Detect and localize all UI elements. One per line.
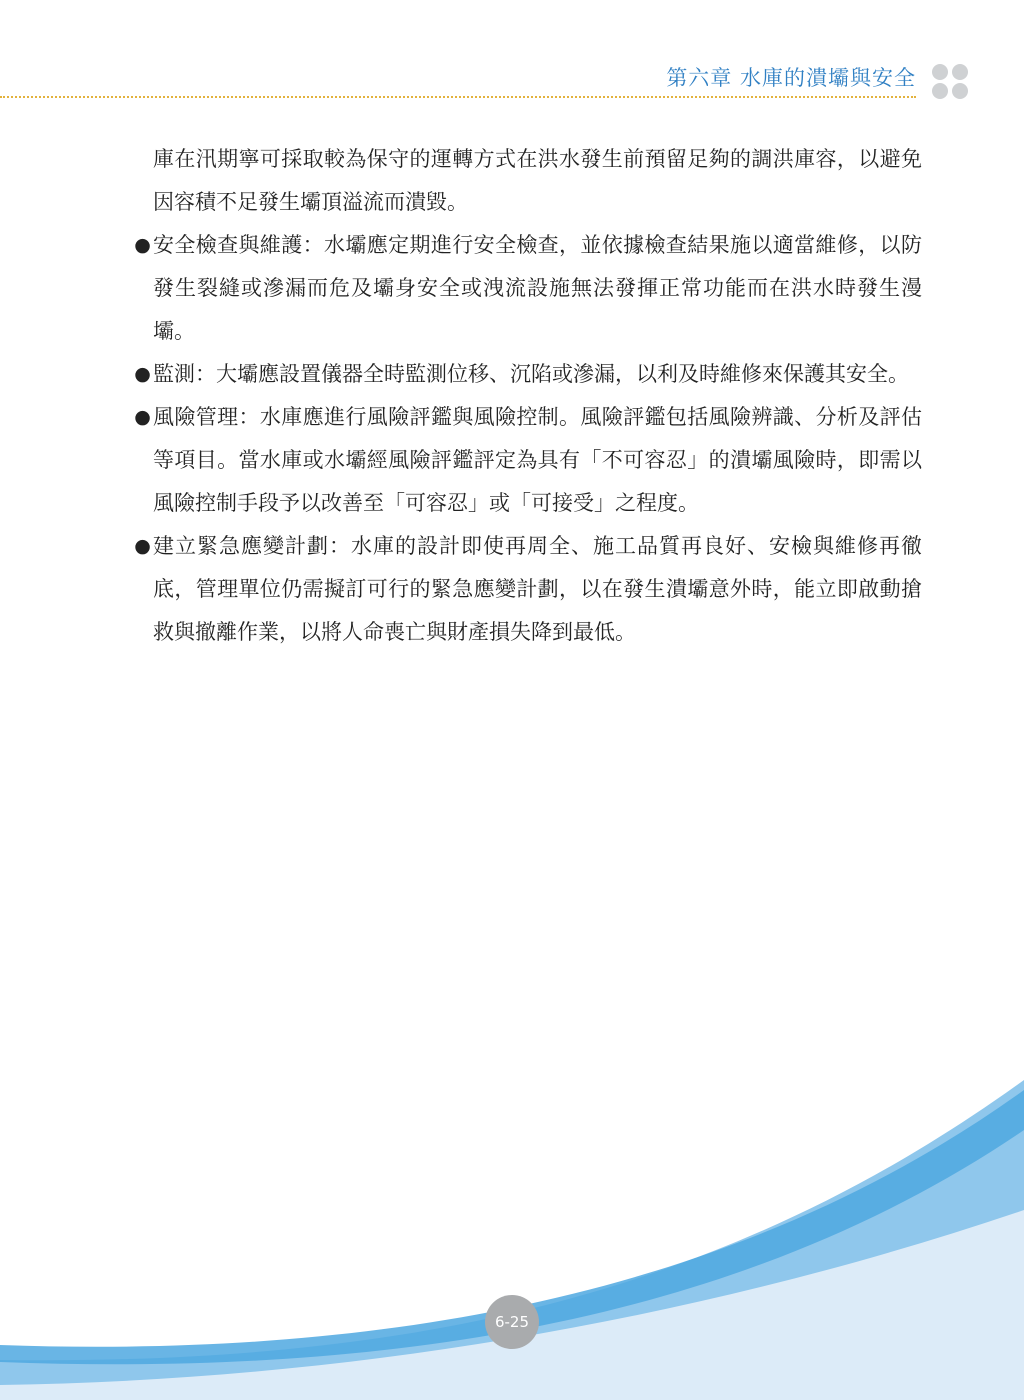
header-divider bbox=[0, 96, 916, 98]
page-number-badge bbox=[485, 1295, 539, 1349]
bullet-icon: ● bbox=[134, 363, 151, 385]
bullet-icon: ● bbox=[134, 535, 151, 557]
list-item-text: 監測：大壩應設置儀器全時監測位移、沉陷或滲漏，以利及時維修來保護其安全。 bbox=[153, 362, 909, 386]
page-header bbox=[0, 0, 1024, 110]
list-item bbox=[132, 396, 922, 525]
bullet-icon: ● bbox=[134, 406, 151, 428]
list-item bbox=[132, 353, 922, 396]
chapter-title: 第六章 水庫的潰壩與安全 bbox=[666, 66, 916, 90]
page-number: 6-25 bbox=[494, 1313, 530, 1331]
bullet-icon: ● bbox=[134, 234, 151, 256]
list-item-text: 建立緊急應變計劃：水庫的設計即使再周全、施工品質再良好、安檢與維修再徹底，管理單位仍需擬訂可行的緊急應變計劃，以在發生潰壩意外時，能立即啟動搶救與撤離作業，以將人命喪亡與財產損失降到最低。 bbox=[153, 534, 922, 644]
decorative-dots-icon bbox=[932, 64, 972, 100]
footer-wave-decoration bbox=[0, 1060, 1024, 1400]
list-item-text: 風險管理：水庫應進行風險評鑑與風險控制。風險評鑑包括風險辨識、分析及評估等項目。當水庫或水壩經風險評鑑評定為具有「不可容忍」的潰壩風險時，即需以風險控制手段予以改善至「可容忍」或「可接受」之程度。 bbox=[153, 405, 922, 515]
list-item bbox=[132, 224, 922, 353]
list-item-text: 安全檢查與維護：水壩應定期進行安全檢查，並依據檢查結果施以適當維修，以防發生裂縫或滲漏而危及壩身安全或洩流設施無法發揮正常功能而在洪水時發生漫壩。 bbox=[153, 233, 922, 343]
page-body bbox=[132, 138, 922, 654]
list-item bbox=[132, 525, 922, 654]
continuation-paragraph: 庫在汛期寧可採取較為保守的運轉方式在洪水發生前預留足夠的調洪庫容，以避免因容積不足發生壩頂溢流而潰毀。 bbox=[153, 147, 922, 214]
